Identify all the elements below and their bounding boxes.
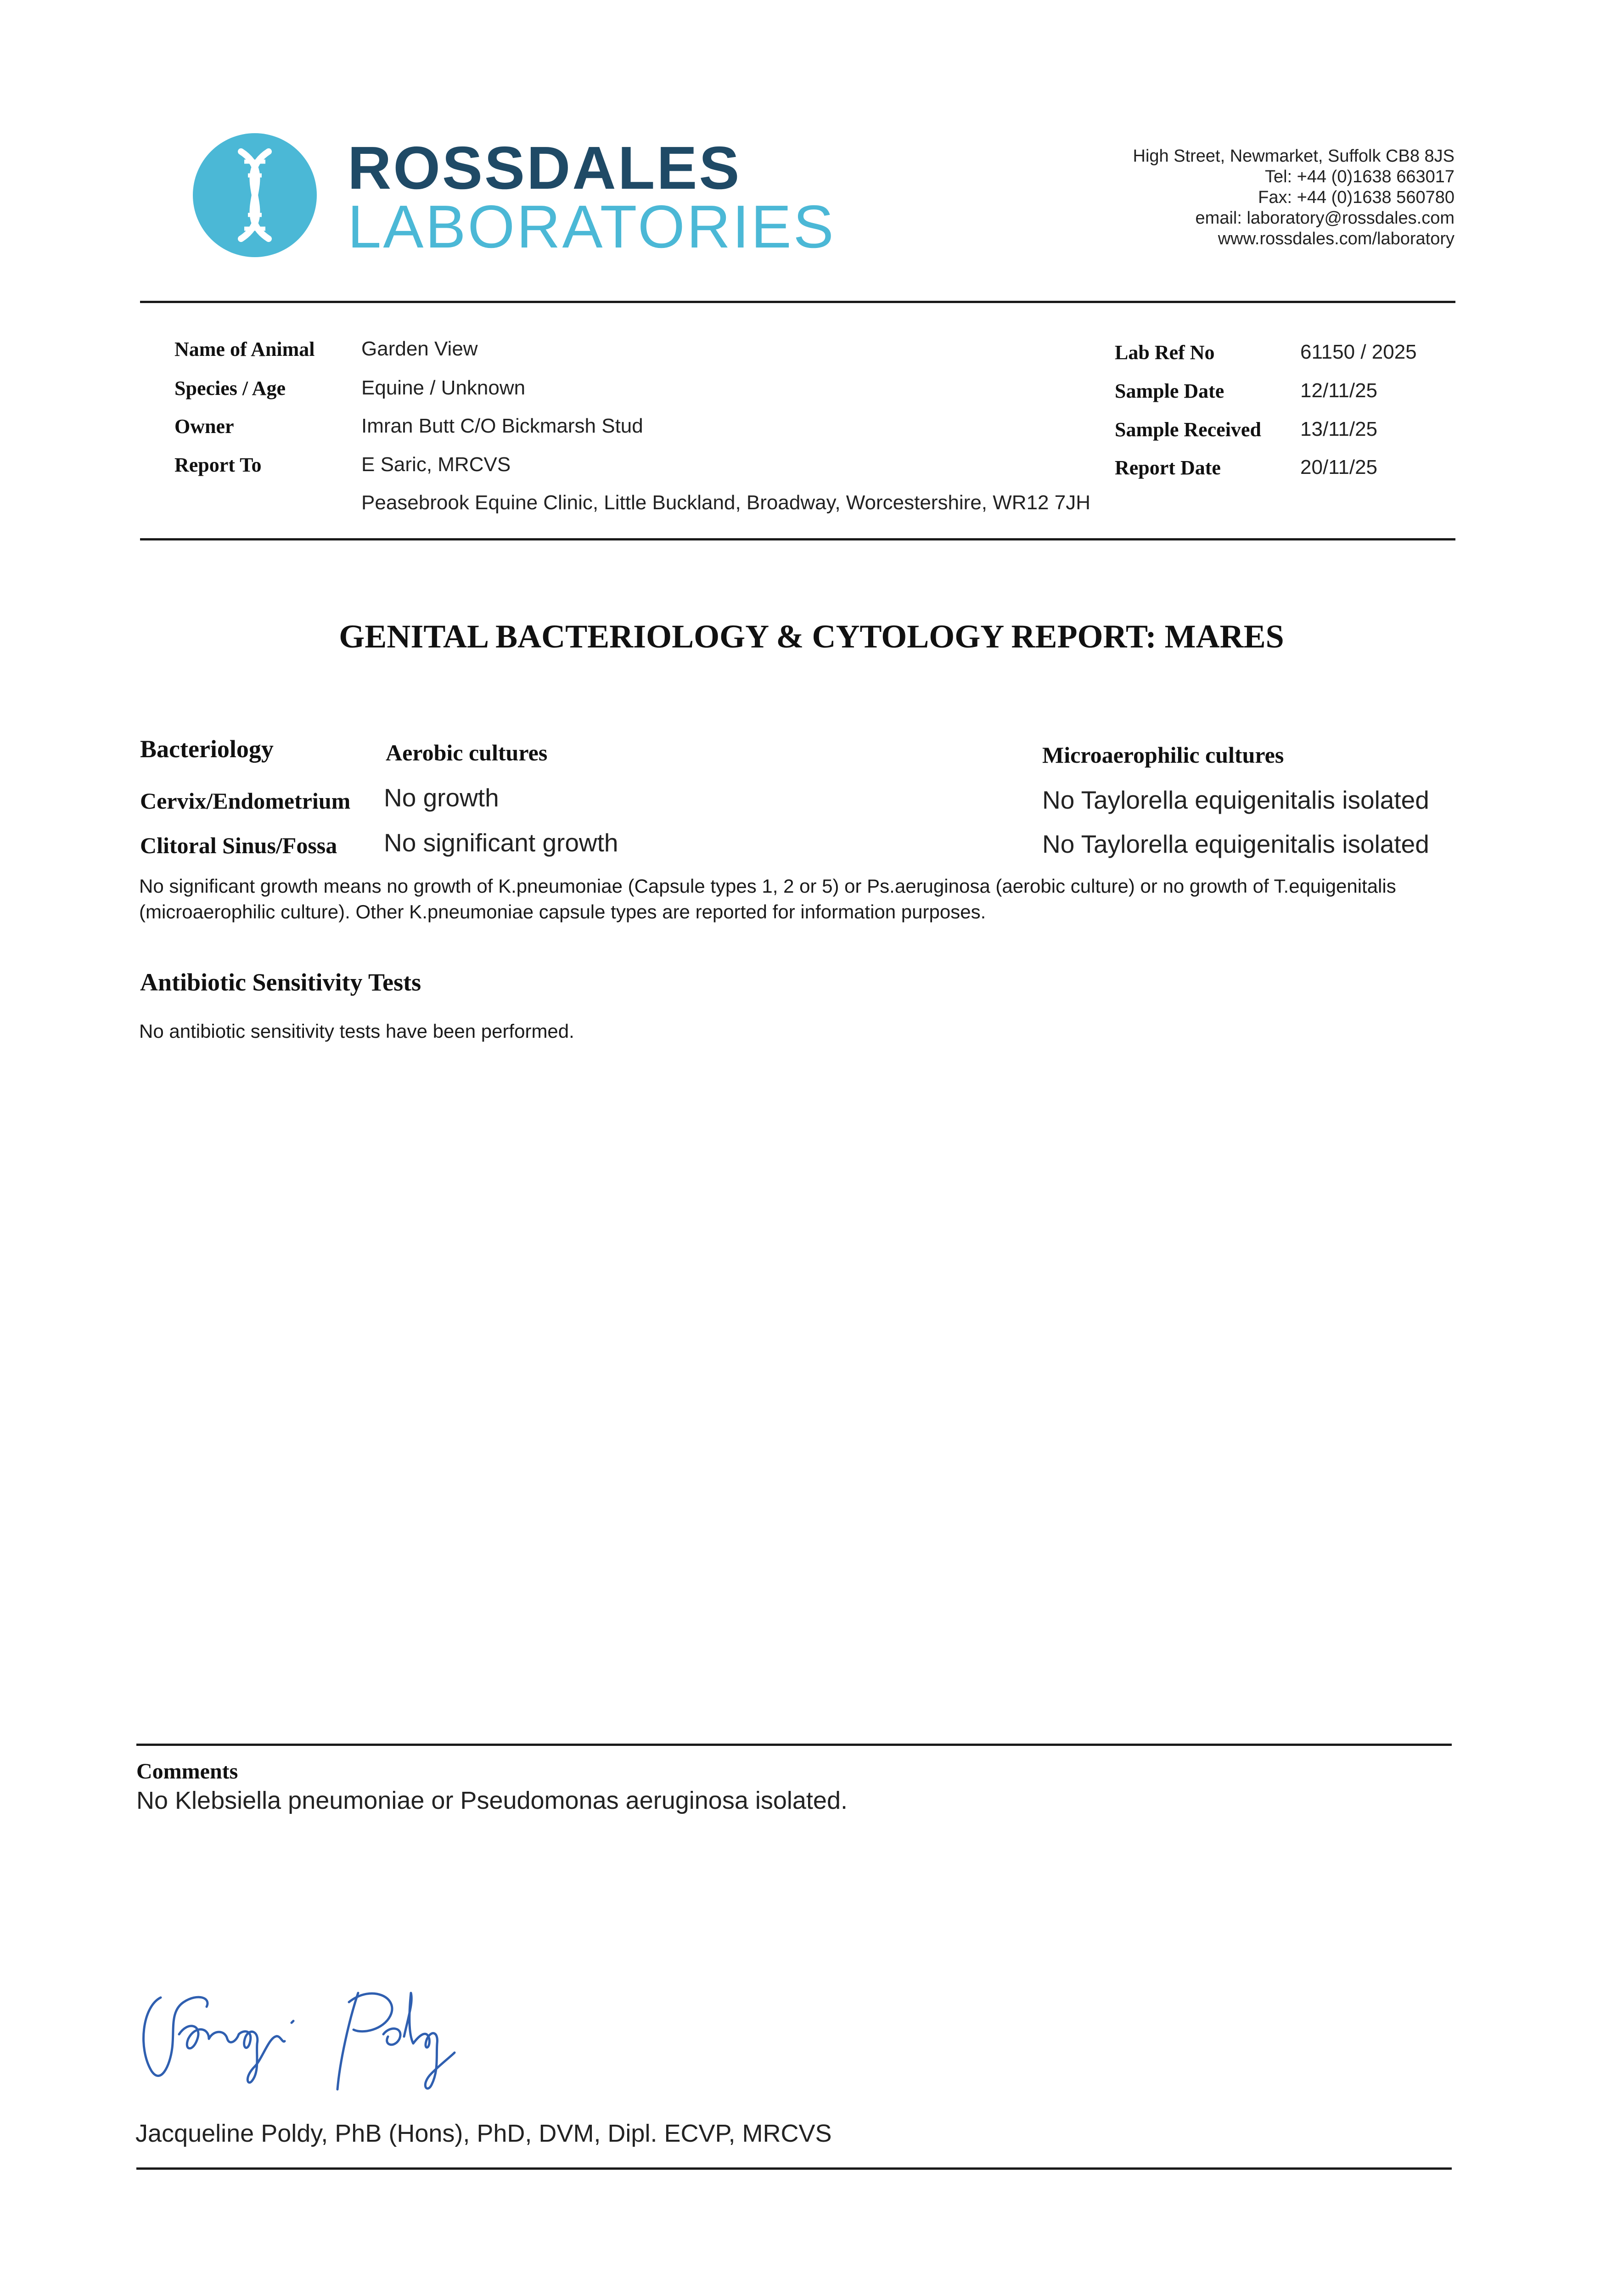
- microaerophilic-result: No Taylorella equigenitalis isolated: [1042, 830, 1429, 858]
- sample-date-label: Sample Date: [1115, 380, 1224, 402]
- comments-divider: [136, 1744, 1452, 1746]
- comments-text: No Klebsiella pneumoniae or Pseudomonas aeruginosa isolated.: [136, 1787, 848, 1814]
- dna-helix-icon: [193, 133, 317, 257]
- aerobic-result: No growth: [384, 783, 499, 812]
- report-date-label: Report Date: [1115, 456, 1221, 479]
- bacteriology-heading: Bacteriology: [140, 735, 274, 763]
- brand-name: ROSSDALES: [348, 134, 741, 202]
- report-date-value: 20/11/25: [1300, 456, 1378, 478]
- aerobic-heading: Aerobic cultures: [386, 740, 548, 765]
- site-label: Cervix/Endometrium: [140, 788, 351, 814]
- owner-value: Imran Butt C/O Bickmarsh Stud: [361, 415, 643, 437]
- aerobic-result: No significant growth: [384, 828, 618, 857]
- note-line: (microaerophilic culture). Other K.pneumoniae capsule types are reported for information purposes.: [139, 901, 986, 923]
- microaerophilic-result: No Taylorella equigenitalis isolated: [1042, 786, 1429, 814]
- site-label: Clitoral Sinus/Fossa: [140, 833, 337, 858]
- owner-label: Owner: [174, 415, 234, 438]
- report-title: GENITAL BACTERIOLOGY & CYTOLOGY REPORT: MARES: [339, 618, 1284, 655]
- address-fax: Fax: +44 (0)1638 560780: [1258, 188, 1455, 207]
- sample-date-value: 12/11/25: [1300, 379, 1378, 402]
- logo-circle: [193, 133, 317, 257]
- header-divider: [140, 301, 1455, 303]
- report-to-label: Report To: [174, 454, 262, 476]
- antibiotic-heading: Antibiotic Sensitivity Tests: [140, 968, 421, 996]
- lab-ref-label: Lab Ref No: [1115, 341, 1215, 364]
- address-website: www.rossdales.com/laboratory: [1218, 229, 1455, 248]
- address-line: High Street, Newmarket, Suffolk CB8 8JS: [1133, 146, 1455, 166]
- brand-subtitle: LABORATORIES: [348, 193, 836, 260]
- lab-ref-value: 61150 / 2025: [1300, 341, 1417, 363]
- animal-name-label: Name of Animal: [174, 338, 315, 360]
- sample-received-value: 13/11/25: [1300, 418, 1378, 440]
- bacteriology-note: [139, 873, 1452, 925]
- report-to-address: Peasebrook Equine Clinic, Little Buckland, Broadway, Worcestershire, WR12 7JH: [361, 491, 1090, 514]
- signature-image: [133, 1965, 464, 2108]
- address-email: email: laboratory@rossdales.com: [1195, 208, 1455, 228]
- report-to-value: E Saric, MRCVS: [361, 453, 511, 476]
- animal-name-value: Garden View: [361, 338, 478, 360]
- signer-name: Jacqueline Poldy, PhB (Hons), PhD, DVM, Dipl. ECVP, MRCVS: [135, 2120, 832, 2147]
- species-age-label: Species / Age: [174, 377, 286, 400]
- note-line: No significant growth means no growth of K.pneumoniae (Capsule types 1, 2 or 5) or Ps.aeruginosa (aerobic culture) or no growth of T.equigenitalis: [139, 875, 1396, 897]
- comments-heading: Comments: [136, 1759, 238, 1784]
- antibiotic-text: No antibiotic sensitivity tests have been performed.: [139, 1020, 574, 1042]
- sample-received-label: Sample Received: [1115, 418, 1261, 441]
- species-age-value: Equine / Unknown: [361, 377, 526, 399]
- lab-address: [1133, 146, 1455, 249]
- microaerophilic-heading: Microaerophilic cultures: [1042, 742, 1284, 768]
- info-divider: [140, 538, 1455, 540]
- address-phone: Tel: +44 (0)1638 663017: [1264, 167, 1455, 186]
- signature-divider: [136, 2167, 1452, 2170]
